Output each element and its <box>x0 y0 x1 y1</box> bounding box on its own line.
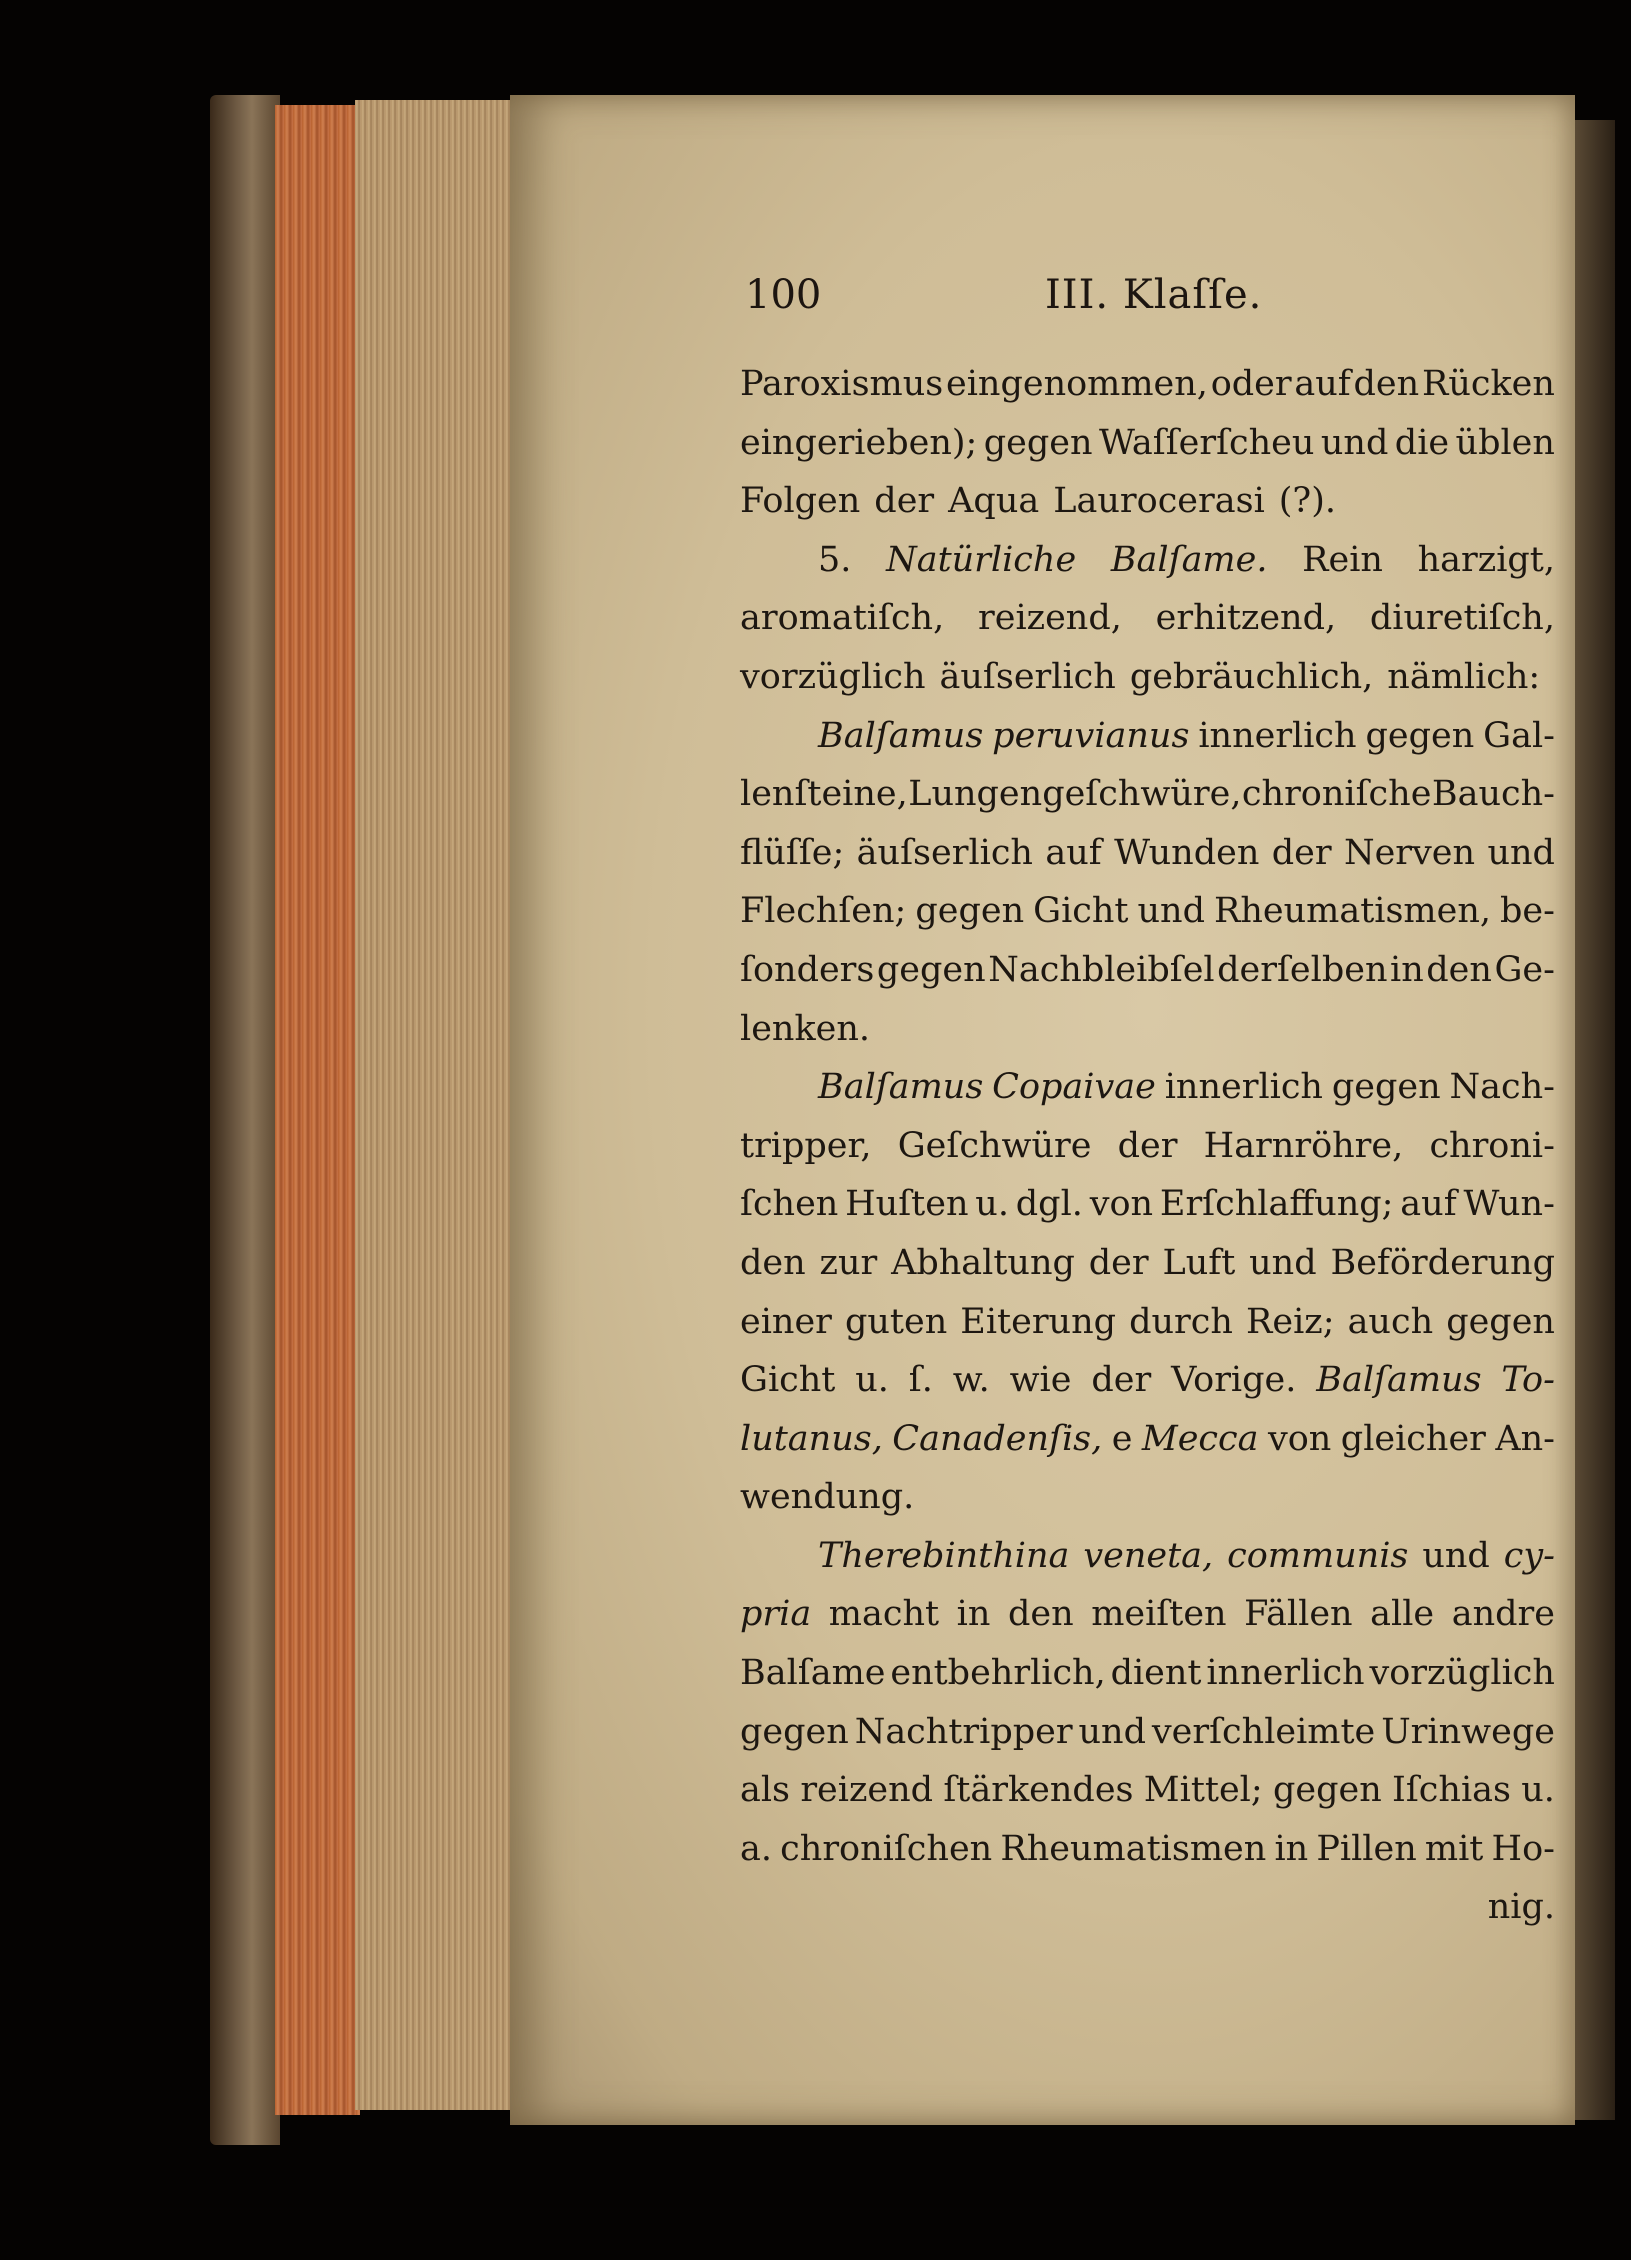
word: Nerven <box>1343 832 1476 873</box>
word: üblen <box>1455 422 1555 463</box>
word: der <box>1088 1242 1149 1283</box>
word: ſchen <box>740 1184 839 1225</box>
word: der <box>1091 1360 1152 1401</box>
word: und <box>1422 1535 1490 1576</box>
word: ſ. <box>908 1360 933 1401</box>
facing-page-edge <box>1575 120 1615 2120</box>
word: Fällen <box>1244 1594 1353 1635</box>
word: gegen <box>1331 1067 1441 1108</box>
word: Geſchwüre <box>897 1125 1092 1166</box>
text-line <box>740 1468 1555 1527</box>
word: Nach- <box>1449 1067 1555 1108</box>
word: gegen <box>1365 715 1475 756</box>
word: Gicht <box>740 1360 836 1401</box>
word: Paroxismus <box>740 364 944 404</box>
word: u. <box>855 1360 889 1401</box>
word: und <box>1487 832 1555 873</box>
word: Huſten <box>845 1184 969 1225</box>
word: Balſamus <box>818 715 984 756</box>
text-line <box>740 531 1555 590</box>
word: Abhaltung <box>891 1242 1075 1283</box>
word: Gal- <box>1483 715 1555 756</box>
word: von <box>1267 1418 1332 1459</box>
word: harzigt, <box>1417 539 1555 580</box>
word: dgl. <box>1015 1184 1083 1225</box>
word: An- <box>1495 1418 1555 1459</box>
word: Rheumatismen, <box>1214 891 1491 932</box>
text-line <box>740 355 1555 414</box>
word: Ge- <box>1494 949 1555 990</box>
word: Mittel; <box>1143 1770 1263 1811</box>
page-block-red-edge <box>275 105 360 2115</box>
word: gegen <box>915 891 1025 932</box>
word: Wunden <box>1114 832 1260 873</box>
word: lenſteine, <box>740 774 908 815</box>
word: gebräuchlich, <box>1129 656 1374 697</box>
word: chroni- <box>1429 1125 1555 1166</box>
word: durch <box>1129 1301 1233 1342</box>
word: der <box>874 481 935 522</box>
word: mit <box>1424 1828 1484 1869</box>
text-line <box>740 1703 1555 1762</box>
word: einer <box>740 1301 832 1342</box>
word: die <box>1394 422 1450 463</box>
running-head: III. Klaſſe. <box>1045 272 1263 318</box>
word: nig. <box>1487 1887 1555 1928</box>
word: andre <box>1451 1594 1555 1635</box>
word: auf <box>1400 1184 1457 1225</box>
word: macht <box>828 1594 940 1635</box>
text-line <box>740 1820 1555 1879</box>
word: entbehrlich, <box>890 1653 1106 1694</box>
word: Bauch- <box>1431 774 1555 815</box>
word: äuſserlich <box>856 832 1033 873</box>
text-line <box>740 1761 1555 1820</box>
word: wie <box>1009 1360 1072 1401</box>
word: Folgen <box>740 481 861 522</box>
word: ſtärkendes <box>943 1770 1134 1811</box>
word: Harnröhre, <box>1203 1125 1404 1166</box>
text-line <box>740 1293 1555 1352</box>
word: To- <box>1501 1360 1555 1401</box>
word: meiſten <box>1091 1594 1227 1635</box>
book-cover-edge <box>210 95 280 2145</box>
word: verſchleimte <box>1151 1711 1376 1752</box>
word: gegen <box>1272 1770 1382 1811</box>
word: innerlich <box>1206 1653 1365 1694</box>
word: Eiterung <box>960 1301 1117 1342</box>
word: Balſamus <box>818 1067 984 1108</box>
word: eingenommen, <box>946 364 1208 404</box>
word: wendung. <box>740 1477 915 1518</box>
word: Flechſen; <box>740 891 907 932</box>
word: auch <box>1347 1301 1434 1342</box>
word: Aqua <box>948 481 1040 522</box>
word: lutanus, <box>740 1418 883 1459</box>
word: den <box>1426 949 1492 990</box>
word: innerlich <box>1164 1067 1323 1108</box>
word: den <box>740 1242 806 1283</box>
text-line <box>740 1527 1555 1586</box>
word: zur <box>819 1242 878 1283</box>
word: nämlich: <box>1387 656 1541 697</box>
word: eingerieben); <box>740 422 978 463</box>
word: gegen <box>983 422 1093 463</box>
word: chroniſche <box>1241 774 1432 815</box>
word: ſonders <box>740 949 875 990</box>
word: den <box>1007 1594 1074 1635</box>
word: erhitzend, <box>1155 598 1337 639</box>
text-line <box>740 1234 1555 1293</box>
text-line <box>740 1410 1555 1469</box>
word: guten <box>844 1301 948 1342</box>
text-line <box>740 1000 1555 1059</box>
word: peruvianus <box>992 715 1190 756</box>
word: innerlich <box>1198 715 1357 756</box>
text-line <box>740 1117 1555 1176</box>
word: veneta, <box>1083 1535 1214 1576</box>
word: reizend, <box>978 598 1122 639</box>
word: Vorige. <box>1171 1360 1297 1401</box>
word: den <box>1353 364 1420 404</box>
text-line <box>740 1351 1555 1410</box>
word: auf <box>1045 832 1102 873</box>
word: als <box>740 1770 791 1811</box>
word: Beförderung <box>1330 1242 1555 1283</box>
text-line <box>740 472 1555 531</box>
word: in <box>1274 1828 1309 1869</box>
word: Rheumatismen <box>1000 1828 1267 1869</box>
word: w. <box>952 1360 990 1401</box>
word: Nachtripper <box>854 1711 1073 1752</box>
word: Nachbleibſel <box>988 949 1215 990</box>
text-line <box>740 1644 1555 1703</box>
text-line <box>740 1175 1555 1234</box>
word: Therebinthina <box>818 1535 1070 1576</box>
word: Canadenſis, <box>892 1418 1103 1459</box>
word: und <box>1320 422 1389 463</box>
word: und <box>1137 891 1205 932</box>
page-header <box>745 272 1565 332</box>
word: a. <box>740 1828 772 1869</box>
word: vorzüglich <box>740 656 926 697</box>
text-line <box>740 1058 1555 1117</box>
word: Natürliche <box>886 539 1077 580</box>
word: der <box>1117 1125 1178 1166</box>
word: Ho- <box>1491 1828 1555 1869</box>
word: u. <box>975 1184 1009 1225</box>
page-block-stack <box>355 100 515 2110</box>
word: Erſchlaffung; <box>1159 1184 1394 1225</box>
word: diuretiſch, <box>1369 598 1555 639</box>
word: in <box>1390 949 1424 990</box>
word: auf <box>1294 364 1351 404</box>
text-line <box>740 589 1555 648</box>
text-line <box>740 824 1555 883</box>
word: tripper, <box>740 1125 872 1166</box>
word: Balſame <box>740 1653 886 1694</box>
word: in <box>956 1594 991 1635</box>
text-line <box>740 941 1555 1000</box>
word: oder <box>1210 364 1292 404</box>
body-text <box>740 355 1555 1937</box>
word: dient <box>1110 1653 1202 1694</box>
word: lenken. <box>740 1008 871 1049</box>
word: Balſame. <box>1110 539 1268 580</box>
word: Laurocerasi <box>1053 481 1265 522</box>
word: und <box>1249 1242 1317 1283</box>
word: chroniſchen <box>780 1828 993 1869</box>
word: flüſſe; <box>740 832 845 873</box>
word: e <box>1111 1418 1133 1459</box>
text-line <box>740 1878 1555 1937</box>
text-line <box>740 1585 1555 1644</box>
word: Urinwege <box>1381 1711 1555 1752</box>
word: Copaivae <box>992 1067 1156 1108</box>
word: gegen <box>740 1711 849 1752</box>
word: u. <box>1521 1770 1555 1811</box>
text-line <box>740 707 1555 766</box>
word: Mecca <box>1141 1418 1259 1459</box>
text-line <box>740 414 1555 473</box>
text-line <box>740 648 1555 707</box>
word: (?). <box>1278 481 1336 522</box>
word: von <box>1089 1184 1154 1225</box>
word: äuſserlich <box>939 656 1116 697</box>
word: und <box>1078 1711 1146 1752</box>
word: Luft <box>1162 1242 1236 1283</box>
word: Pillen <box>1316 1828 1417 1869</box>
word: Rein <box>1302 539 1383 580</box>
word: Lungengeſchwüre, <box>908 774 1242 815</box>
word: alle <box>1370 1594 1435 1635</box>
word: reizend <box>800 1770 934 1811</box>
word: Gicht <box>1033 891 1129 932</box>
word: Balſamus <box>1316 1360 1482 1401</box>
word: gegen <box>876 949 986 990</box>
word: 5. <box>818 539 852 580</box>
word: communis <box>1227 1535 1409 1576</box>
page-number: 100 <box>745 272 822 318</box>
word: Wun- <box>1463 1184 1555 1225</box>
word: cy- <box>1503 1535 1555 1576</box>
word: vorzüglich <box>1369 1653 1555 1694</box>
word: aromatiſch, <box>740 598 945 639</box>
word: derſelben <box>1217 949 1388 990</box>
text-line <box>740 765 1555 824</box>
word: der <box>1271 832 1332 873</box>
text-line <box>740 882 1555 941</box>
word: be- <box>1500 891 1555 932</box>
word: gegen <box>1446 1301 1555 1342</box>
word: Rücken <box>1421 364 1555 404</box>
word: pria <box>740 1594 812 1635</box>
word: Reiz; <box>1246 1301 1335 1342</box>
word: gleicher <box>1340 1418 1486 1459</box>
word: Waſſerſcheu <box>1098 422 1315 463</box>
word: Iſchias <box>1392 1770 1511 1811</box>
